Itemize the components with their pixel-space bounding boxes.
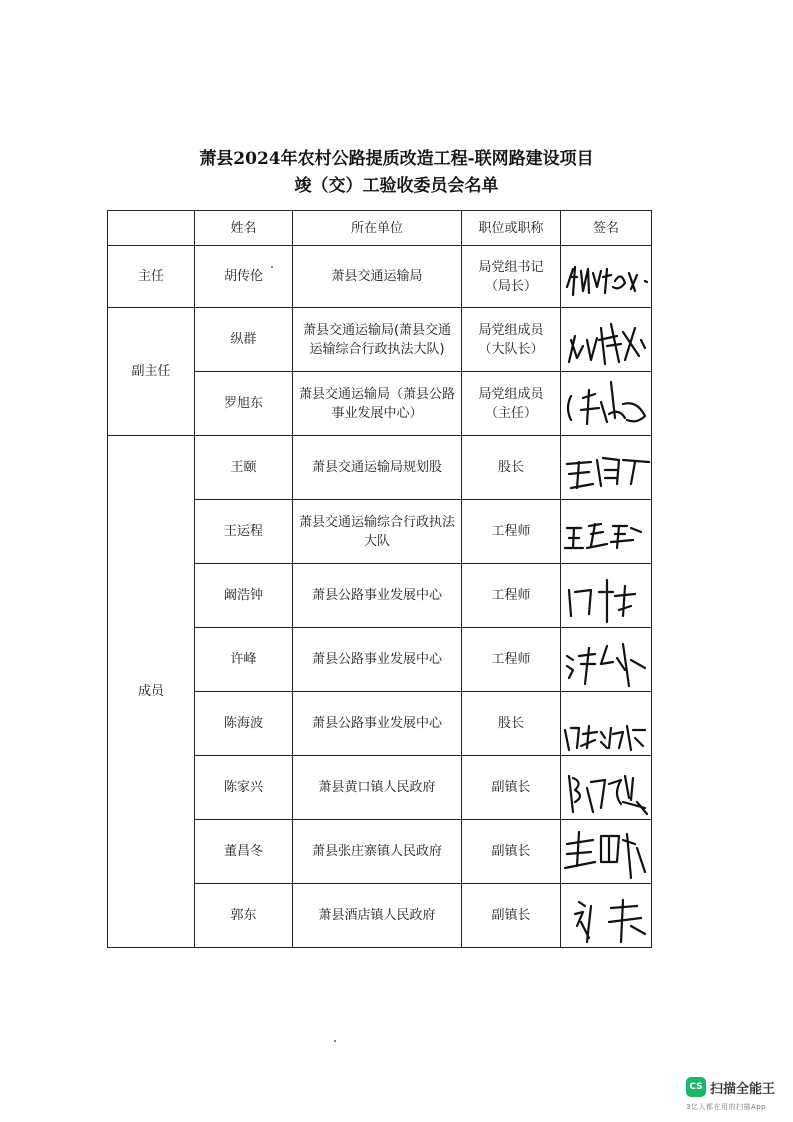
handwritten-signature xyxy=(561,438,652,498)
member-name: 胡传伦 xyxy=(195,246,293,308)
member-position: 副镇长 xyxy=(462,756,561,820)
member-name: 陈家兴 xyxy=(195,756,293,820)
document-title: 萧县2024年农村公路提质改造工程-联网路建设项目 xyxy=(199,149,594,169)
group-label-director: 主任 xyxy=(108,246,195,308)
member-unit: 萧县张庄寨镇人民政府 xyxy=(293,820,462,884)
handwritten-signature xyxy=(561,694,652,754)
header-position: 职位或职称 xyxy=(462,211,561,246)
scanner-app-tagline: 3亿人都在用的扫描App xyxy=(686,1103,767,1111)
header-name: 姓名 xyxy=(195,211,293,246)
scan-speck xyxy=(271,266,273,268)
scanner-app-watermark xyxy=(686,1077,786,1115)
scan-speck xyxy=(334,1040,336,1042)
handwritten-signature xyxy=(561,822,652,882)
member-unit: 萧县公路事业发展中心 xyxy=(293,692,462,756)
member-unit: 萧县公路事业发展中心 xyxy=(293,628,462,692)
table-header-row xyxy=(108,211,652,246)
signature-cell xyxy=(561,692,652,756)
member-position: 局党组成员（主任） xyxy=(462,372,561,436)
handwritten-signature xyxy=(561,758,652,818)
document-subtitle: 竣（交）工验收委员会名单 xyxy=(294,176,499,196)
signature-cell xyxy=(561,372,652,436)
handwritten-signature xyxy=(561,502,652,562)
member-position: 股长 xyxy=(462,692,561,756)
header-group xyxy=(108,211,195,246)
signature-cell xyxy=(561,436,652,500)
table-row xyxy=(108,246,652,308)
member-unit: 萧县交通运输局(萧县交通运输综合行政执法大队) xyxy=(293,308,462,372)
handwritten-signature xyxy=(561,630,652,690)
member-position: 副镇长 xyxy=(462,884,561,948)
handwritten-signature xyxy=(561,566,652,626)
member-name: 纵群 xyxy=(195,308,293,372)
signature-cell xyxy=(561,564,652,628)
member-unit: 萧县交通运输局（萧县公路事业发展中心） xyxy=(293,372,462,436)
group-label-deputy: 副主任 xyxy=(108,308,195,436)
member-unit: 萧县公路事业发展中心 xyxy=(293,564,462,628)
member-name: 阚浩钟 xyxy=(195,564,293,628)
handwritten-signature xyxy=(561,886,652,946)
signature-cell xyxy=(561,820,652,884)
handwritten-signature xyxy=(561,310,652,370)
scanner-app-name: 扫描全能王 xyxy=(710,1082,776,1097)
member-name: 罗旭东 xyxy=(195,372,293,436)
member-position: 副镇长 xyxy=(462,820,561,884)
signature-cell xyxy=(561,884,652,948)
member-position: 工程师 xyxy=(462,628,561,692)
member-unit: 萧县交通运输局 xyxy=(293,246,462,308)
signature-cell xyxy=(561,246,652,308)
table-row xyxy=(108,436,652,500)
member-position: 工程师 xyxy=(462,500,561,564)
handwritten-signature xyxy=(561,374,652,434)
member-name: 王颐 xyxy=(195,436,293,500)
member-unit: 萧县交通运输综合行政执法大队 xyxy=(293,500,462,564)
table-row xyxy=(108,308,652,372)
member-name: 郭东 xyxy=(195,884,293,948)
signature-cell xyxy=(561,308,652,372)
member-unit: 萧县交通运输局规划股 xyxy=(293,436,462,500)
member-name: 董昌冬 xyxy=(195,820,293,884)
signature-cell xyxy=(561,500,652,564)
group-label-members: 成员 xyxy=(108,436,195,948)
member-name: 陈海波 xyxy=(195,692,293,756)
scanner-app-logo-icon: CS xyxy=(686,1077,706,1097)
member-position: 股长 xyxy=(462,436,561,500)
member-position: 局党组成员（大队长） xyxy=(462,308,561,372)
committee-roster-table xyxy=(107,210,652,948)
member-unit: 萧县黄口镇人民政府 xyxy=(293,756,462,820)
header-unit: 所在单位 xyxy=(293,211,462,246)
member-position: 局党组书记（局长） xyxy=(462,246,561,308)
member-unit: 萧县酒店镇人民政府 xyxy=(293,884,462,948)
header-signature: 签名 xyxy=(561,211,652,246)
signature-cell xyxy=(561,628,652,692)
member-name: 王运程 xyxy=(195,500,293,564)
member-position: 工程师 xyxy=(462,564,561,628)
member-name: 许峰 xyxy=(195,628,293,692)
handwritten-signature xyxy=(561,247,652,307)
signature-cell xyxy=(561,756,652,820)
